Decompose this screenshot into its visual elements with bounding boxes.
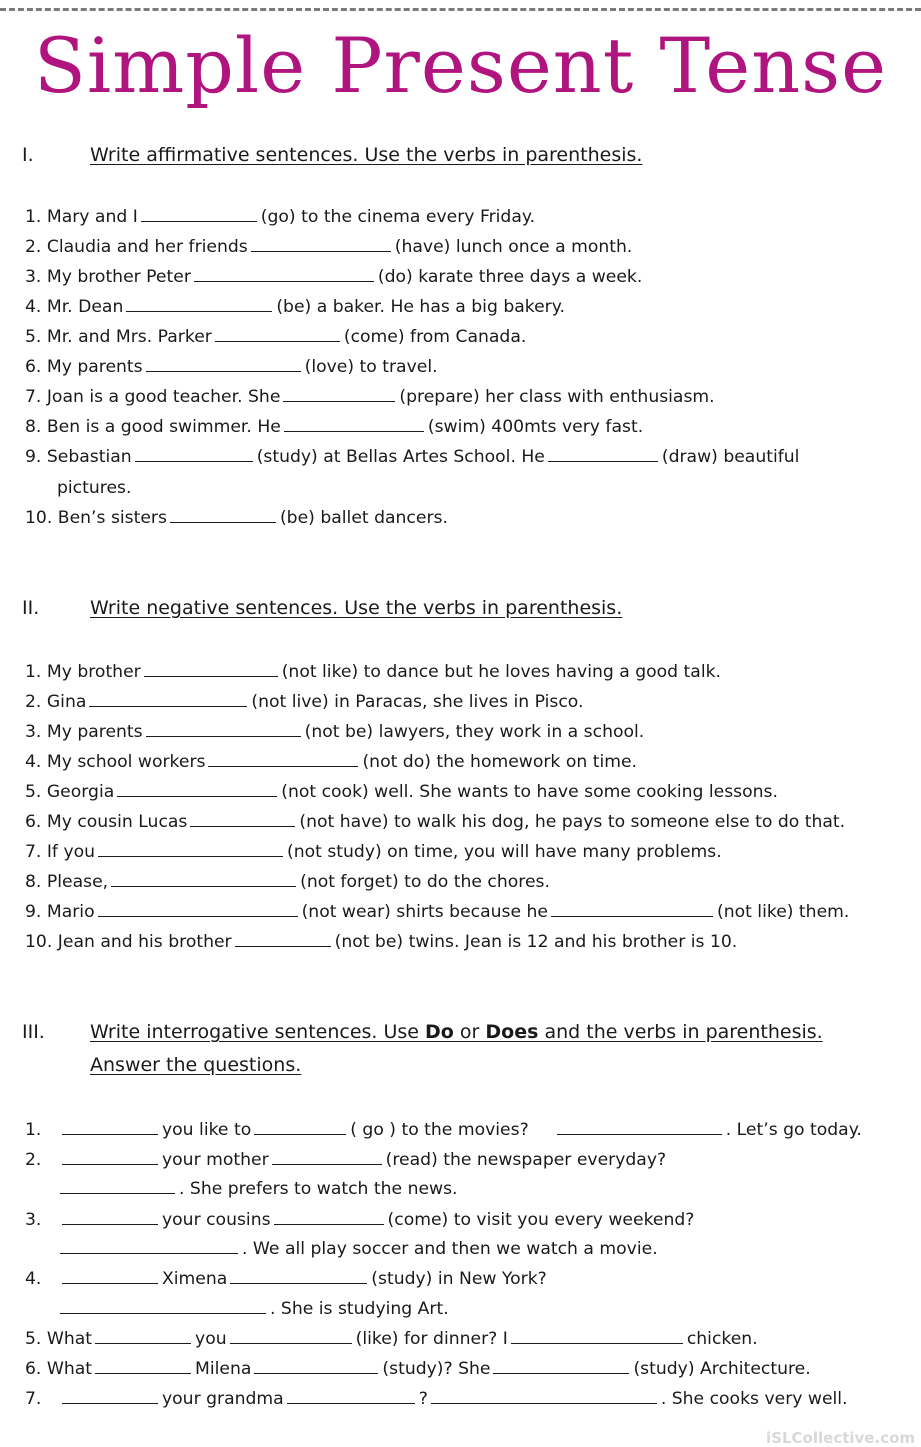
answer-blank[interactable] (194, 267, 374, 282)
answer-blank[interactable] (215, 327, 340, 342)
answer-blank[interactable] (235, 932, 331, 947)
exercise-line: 7. Joan is a good teacher. She (prepare) her class with enthusiasm. (25, 387, 715, 407)
section-3-heading (22, 1020, 823, 1044)
answer-blank[interactable] (60, 1299, 266, 1314)
section-2-heading (22, 596, 622, 620)
answer-blank[interactable] (62, 1210, 158, 1225)
section-number: III. (22, 1021, 45, 1043)
watermark: iSLCollective.com (766, 1429, 915, 1447)
answer-blank[interactable] (135, 447, 253, 462)
exercise-line: 10. Jean and his brother (not be) twins. Jean is 12 and his brother is 10. (25, 932, 738, 952)
answer-blank[interactable] (493, 1359, 629, 1374)
answer-blank[interactable] (284, 417, 424, 432)
exercise-line: 1. you like to ( go ) to the movies? . Let’s go today. (25, 1120, 862, 1140)
exercise-line: 7. If you (not study) on time, you will have many problems. (25, 842, 722, 862)
answer-blank[interactable] (95, 1329, 191, 1344)
answer-blank[interactable] (274, 1210, 384, 1225)
exercise-line: 4. Ximena (study) in New York? (25, 1269, 547, 1289)
exercise-line-continued: pictures. (57, 478, 132, 498)
answer-blank[interactable] (62, 1150, 158, 1165)
section-instructions: Write negative sentences. Use the verbs in parenthesis. (90, 597, 623, 619)
answer-blank[interactable] (98, 842, 283, 857)
answer-blank[interactable] (60, 1239, 238, 1254)
answer-blank[interactable] (126, 297, 272, 312)
exercise-line: 2. Gina (not live) in Paracas, she lives in Pisco. (25, 692, 584, 712)
exercise-line: 8. Ben is a good swimmer. He (swim) 400mts very fast. (25, 417, 644, 437)
answer-blank[interactable] (254, 1120, 346, 1135)
exercise-line: 10. Ben’s sisters (be) ballet dancers. (25, 508, 448, 528)
answer-blank[interactable] (548, 447, 658, 462)
exercise-line: 1. Mary and I (go) to the cinema every Friday. (25, 207, 536, 227)
answer-blank[interactable] (551, 902, 713, 917)
answer-blank[interactable] (62, 1269, 158, 1284)
exercise-line: 8. Please, (not forget) to do the chores. (25, 872, 550, 892)
answer-blank[interactable] (60, 1179, 175, 1194)
answer-blank[interactable] (272, 1150, 382, 1165)
answer-blank[interactable] (557, 1120, 722, 1135)
answer-blank[interactable] (208, 752, 358, 767)
exercise-line: 6. My parents (love) to travel. (25, 357, 438, 377)
exercise-line: 3. your cousins (come) to visit you every weekend? (25, 1210, 695, 1230)
answer-blank[interactable] (254, 1359, 378, 1374)
section-instructions: Write interrogative sentences. Use Do or Does and the verbs in parenthesis. (90, 1021, 823, 1043)
exercise-line: 4. My school workers (not do) the homework on time. (25, 752, 637, 772)
exercise-line: 2. Claudia and her friends (have) lunch once a month. (25, 237, 633, 257)
exercise-line: 6. What Milena (study)? She (study) Architecture. (25, 1359, 811, 1379)
exercise-line: 9. Mario (not wear) shirts because he (not like) them. (25, 902, 850, 922)
answer-blank[interactable] (146, 722, 301, 737)
section-number: II. (22, 597, 40, 619)
answer-blank[interactable] (230, 1329, 352, 1344)
answer-blank[interactable] (251, 237, 391, 252)
exercise-line: 5. What you (like) for dinner? I chicken. (25, 1329, 758, 1349)
answer-blank[interactable] (95, 1359, 191, 1374)
section-3-heading-line-2: Answer the questions. (90, 1054, 302, 1076)
answer-blank[interactable] (89, 692, 247, 707)
answer-blank[interactable] (141, 207, 257, 222)
exercise-line: 3. My parents (not be) lawyers, they work in a school. (25, 722, 645, 742)
answer-blank[interactable] (431, 1389, 657, 1404)
answer-line: . She is studying Art. (60, 1298, 449, 1320)
answer-blank[interactable] (511, 1329, 683, 1344)
answer-blank[interactable] (144, 662, 278, 677)
exercise-line: 2. your mother (read) the newspaper everyday? (25, 1150, 667, 1170)
section-number: I. (22, 144, 34, 166)
answer-blank[interactable] (170, 508, 276, 523)
exercise-line: 6. My cousin Lucas (not have) to walk his dog, he pays to someone else to do that. (25, 812, 846, 832)
answer-blank[interactable] (230, 1269, 367, 1284)
exercise-line: 1. My brother (not like) to dance but he loves having a good talk. (25, 662, 722, 682)
answer-blank[interactable] (190, 812, 295, 827)
section-1-heading (22, 143, 642, 167)
answer-blank[interactable] (98, 902, 298, 917)
answer-blank[interactable] (62, 1389, 158, 1404)
exercise-line: 5. Mr. and Mrs. Parker (come) from Canada. (25, 327, 527, 347)
answer-blank[interactable] (117, 782, 277, 797)
exercise-line: 9. Sebastian (study) at Bellas Artes School. He (draw) beautiful (25, 447, 800, 467)
exercise-line: 4. Mr. Dean (be) a baker. He has a big bakery. (25, 297, 565, 317)
exercise-line: 5. Georgia (not cook) well. She wants to have some cooking lessons. (25, 782, 778, 802)
answer-blank[interactable] (146, 357, 301, 372)
answer-line: . We all play soccer and then we watch a movie. (60, 1238, 658, 1260)
answer-line: . She prefers to watch the news. (60, 1178, 458, 1200)
page-title: Simple Present Tense (33, 21, 888, 110)
dashed-border (0, 8, 921, 11)
answer-blank[interactable] (283, 387, 395, 402)
exercise-line: 7. your grandma ? . She cooks very well. (25, 1389, 848, 1409)
exercise-line: 3. My brother Peter (do) karate three days a week. (25, 267, 643, 287)
section-instructions: Write affirmative sentences. Use the verbs in parenthesis. (90, 144, 643, 166)
answer-blank[interactable] (287, 1389, 415, 1404)
answer-blank[interactable] (62, 1120, 158, 1135)
answer-blank[interactable] (111, 872, 296, 887)
